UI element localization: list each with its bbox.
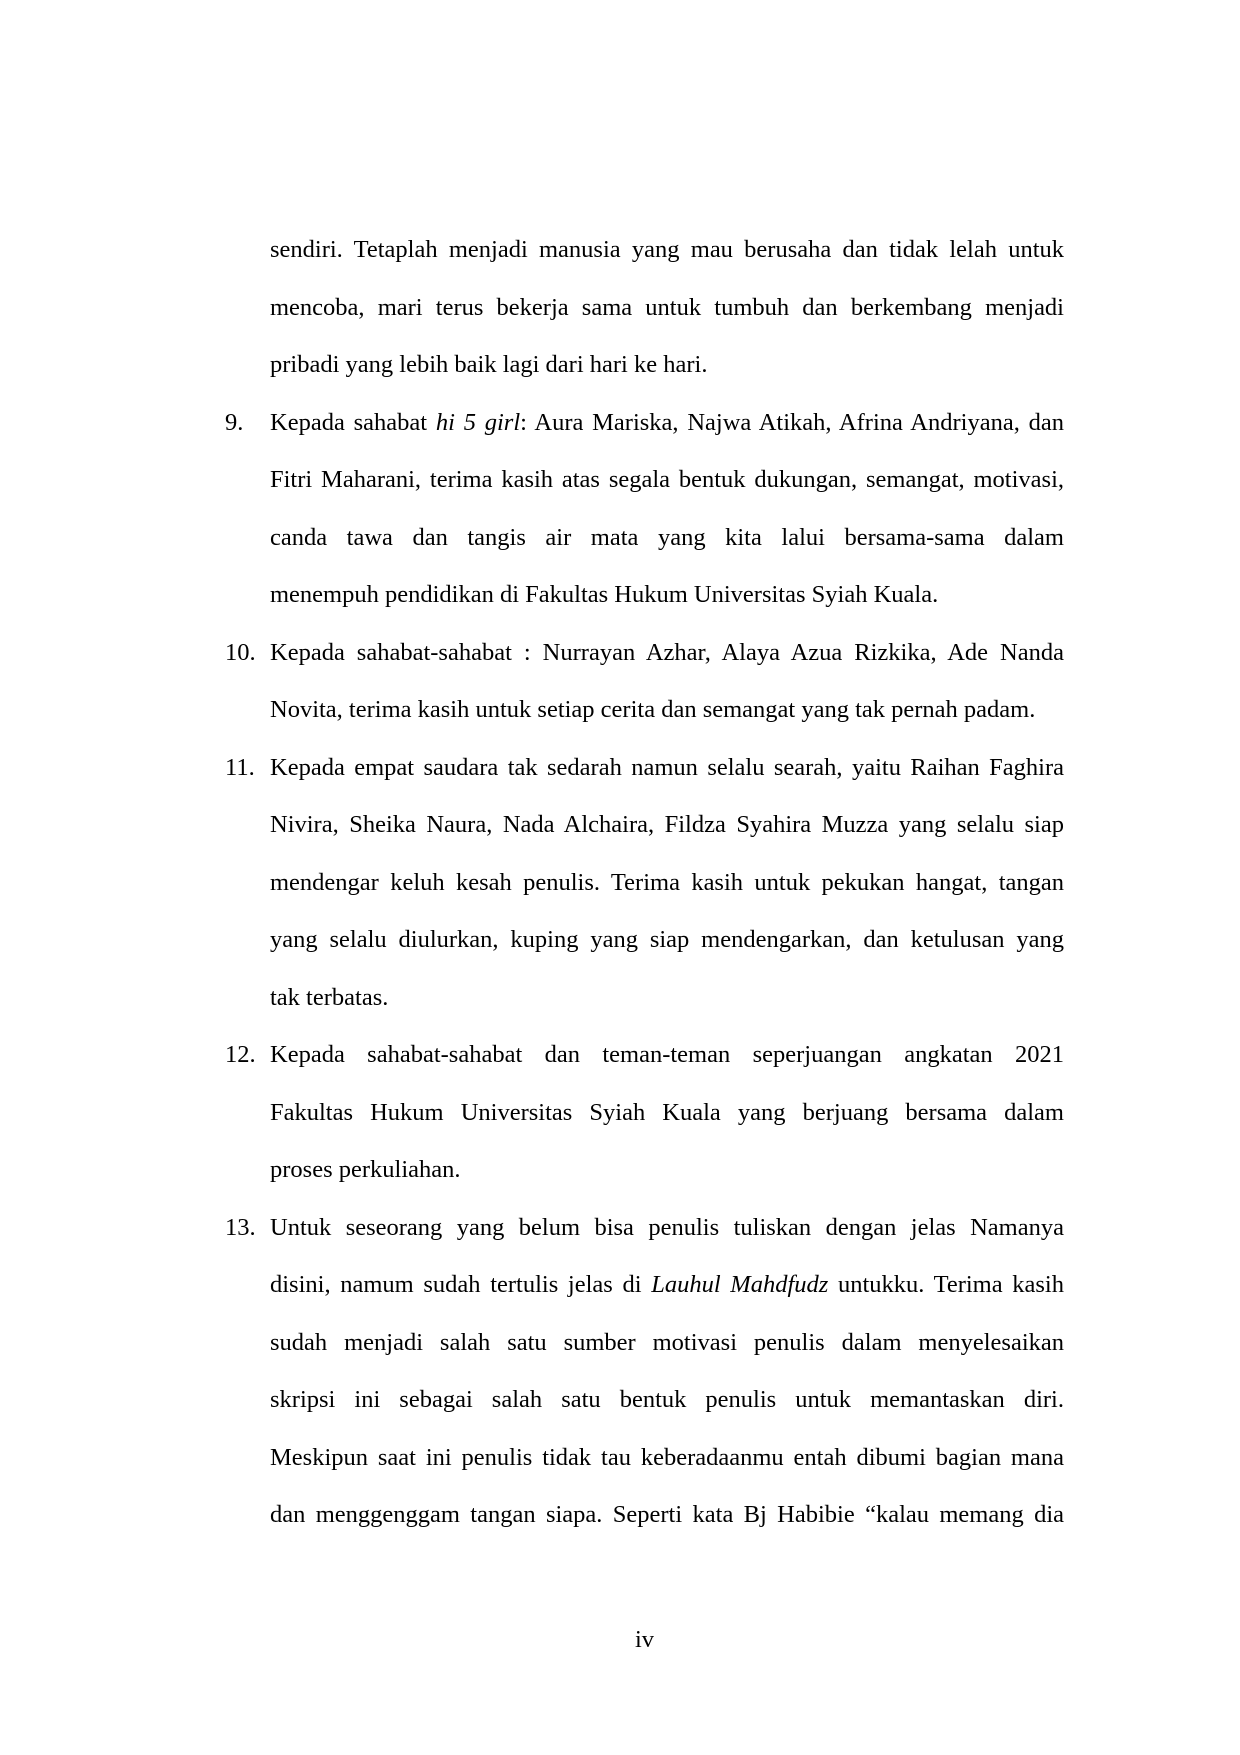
text-line: [270, 911, 1064, 969]
page-number: iv: [634, 1626, 655, 1653]
text-line: [270, 451, 1064, 509]
body-text: menempuh pendidikan di Fakultas Hukum Universitas Syiah Kuala.: [270, 581, 939, 608]
list-item-number: 13.: [225, 1213, 256, 1241]
body-text: disini, namum sudah tertulis jelas di: [270, 1271, 652, 1298]
body-text: yang selalu diulurkan, kuping yang siap mendengarkan, dan ketulusan yang: [270, 926, 1064, 953]
body-text: Nivira, Sheika Naura, Nada Alchaira, Fildza Syahira Muzza yang selalu siap: [270, 811, 1064, 838]
italic-text: hi 5 girl: [435, 408, 521, 436]
body-text: sudah menjadi salah satu sumber motivasi penulis dalam menyelesaikan: [270, 1328, 1064, 1356]
text-line: [270, 1141, 1064, 1199]
body-text: : Aura Mariska, Najwa Atikah, Afrina Andriyana, dan: [520, 408, 1064, 436]
text-line: [270, 1371, 1064, 1429]
list-item-number: 12.: [225, 1041, 256, 1068]
acknowledgment-list: [225, 221, 1064, 1544]
text-line: [270, 566, 1064, 624]
text-line: [270, 509, 1064, 567]
body-text: Novita, terima kasih untuk setiap cerita dan semangat yang tak pernah padam.: [270, 696, 1036, 723]
list-item-number: 11.: [225, 753, 255, 781]
body-text: Fitri Maharani, terima kasih atas segala bentuk dukungan, semangat, motivasi,: [270, 466, 1064, 493]
body-text: mencoba, mari terus bekerja sama untuk tumbuh dan berkembang menjadi: [270, 293, 1064, 321]
text-line: [270, 1084, 1064, 1142]
body-text: Kepada sahabat-sahabat : Nurrayan Azhar, Alaya Azua Rizkika, Ade Nanda: [270, 638, 1064, 666]
text-line: [270, 1199, 1064, 1257]
body-text: canda tawa dan tangis air mata yang kita lalui bersama-sama dalam: [270, 523, 1064, 551]
body-text: tak terbatas.: [270, 983, 389, 1011]
body-text: untukku. Terima kasih: [828, 1271, 1064, 1298]
body-text: Kepada sahabat-sahabat dan teman-teman seperjuangan angkatan 2021: [270, 1041, 1064, 1068]
italic-text: Lauhul Mahdfudz: [651, 1271, 829, 1298]
list-item: [225, 1026, 1064, 1199]
text-line: [270, 336, 1064, 394]
text-line: [270, 1026, 1064, 1084]
text-line: [270, 221, 1064, 279]
body-text: Kepada empat saudara tak sedarah namun selalu searah, yaitu Raihan Faghira: [270, 753, 1064, 781]
list-item: [225, 1199, 1064, 1544]
list-item: [225, 624, 1064, 739]
text-line: [270, 739, 1064, 797]
body-text: Untuk seseorang yang belum bisa penulis tuliskan dengan jelas Namanya: [270, 1213, 1064, 1241]
body-text: Fakultas Hukum Universitas Syiah Kuala yang berjuang bersama dalam: [270, 1098, 1064, 1126]
list-item: [225, 739, 1064, 1027]
text-line: [270, 1429, 1064, 1487]
list-item: [225, 394, 1064, 624]
text-line: [270, 796, 1064, 854]
text-line: [270, 1486, 1064, 1544]
body-text: proses perkuliahan.: [270, 1156, 461, 1183]
text-line: [270, 1314, 1064, 1372]
text-line: [270, 279, 1064, 337]
list-item-number: 9.: [225, 408, 244, 436]
paragraph-continuation: [225, 221, 1064, 394]
text-line: [270, 1256, 1064, 1314]
body-text: Meskipun saat ini penulis tidak tau keberadaanmu entah dibumi bagian mana: [270, 1443, 1064, 1471]
text-line: [270, 681, 1064, 739]
body-text: mendengar keluh kesah penulis. Terima kasih untuk pekukan hangat, tangan: [270, 868, 1064, 896]
body-text: pribadi yang lebih baik lagi dari hari ke hari.: [270, 351, 708, 378]
body-text: skripsi ini sebagai salah satu bentuk penulis untuk memantaskan diri.: [270, 1386, 1064, 1413]
body-text: sendiri. Tetaplah menjadi manusia yang mau berusaha dan tidak lelah untuk: [270, 236, 1064, 263]
body-text: dan menggenggam tangan siapa. Seperti kata Bj Habibie “kalau memang dia: [270, 1501, 1064, 1528]
text-line: [270, 854, 1064, 912]
text-line: [270, 394, 1064, 452]
body-text: Kepada sahabat: [270, 408, 436, 436]
list-item-number: 10.: [225, 638, 256, 666]
text-line: [270, 624, 1064, 682]
text-line: [270, 969, 1064, 1027]
